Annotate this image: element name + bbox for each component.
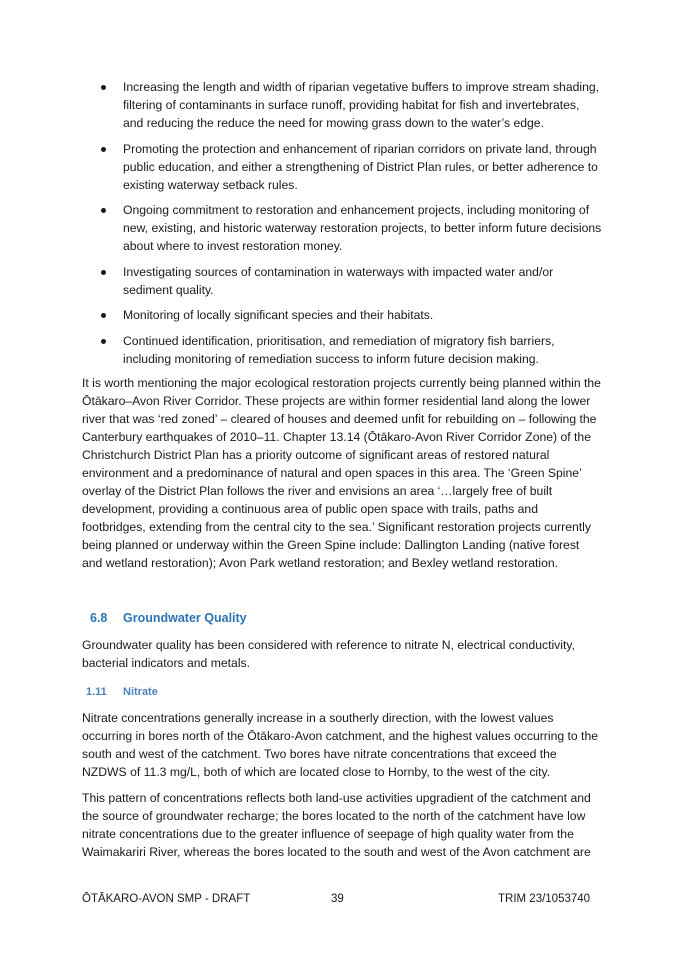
footer-document-title: ŌTĀKARO-AVON SMP - DRAFT — [82, 893, 251, 905]
bullet-icon — [101, 85, 106, 90]
bullet-icon — [101, 313, 106, 318]
nitrate-paragraph-1: Nitrate concentrations generally increase in a southerly direction, with the lowest values occurring in bores north of the Ōtākaro-Avon catchment, and the highest values occurring to the south and west of the catchment. Two bores have nitrate concentrations that exceed the NZDWS of 11.3 mg/L, both of which are located close to Hornby, to the west of the city. — [82, 711, 599, 779]
bullet-icon — [101, 147, 106, 152]
section-title: Groundwater Quality — [123, 611, 247, 625]
list-item-text: Ongoing commitment to restoration and enhancement projects, including monitoring of new, existing, and historic waterway restoration projects, to better inform future decisions about where to invest restoration money. — [123, 203, 602, 253]
recommendations-list — [82, 78, 602, 375]
subsection-title: Nitrate — [123, 686, 158, 698]
bullet-icon — [101, 339, 106, 344]
section-number: 6.8 — [90, 611, 108, 625]
restoration-paragraph: It is worth mentioning the major ecological restoration projects currently being planned within the Ōtākaro–Avon River Corridor. These projects are within former residential land along the lower river that was ‘red zoned’ – cleared of houses and deemed unfit for rebuilding on – following the Canterbury earthquakes of 2010–11. Chapter 13.14 (Ōtākaro-Avon River Corridor Zone) of the Christchurch District Plan has a priority outcome of significant areas of restored natural environment and a predominance of natural and open spaces in this area. The ‘Green Spine’ overlay of the District Plan follows the river and envisions an area ‘…largely free of built development, providing a continuous area of public open space with trails, paths and footbridges, extending from the central city to the sea.’ Significant restoration projects currently being planned or underway within the Green Spine include: Dallington Landing (native forest and wetland restoration); Avon Park wetland restoration; and Bexley wetland restoration. — [82, 376, 601, 570]
list-item-text: Increasing the length and width of riparian vegetative buffers to improve stream shading, filtering of contaminants in surface runoff, providing habitat for fish and invertebrates, and reducing the reduce the need for mowing grass down to the water’s edge. — [123, 80, 600, 130]
footer-trim-reference: TRIM 23/1053740 — [498, 893, 591, 905]
list-item-text: Investigating sources of contamination in waterways with impacted water and/or sediment quality. — [123, 264, 554, 297]
footer-page-number: 39 — [331, 893, 344, 905]
list-item — [82, 78, 602, 132]
list-item-text: Continued identification, prioritisation, and remediation of migratory fish barriers, including monitoring of remediation success to inform future decision making. — [123, 333, 555, 366]
list-item-text: Monitoring of locally significant species and their habitats. — [123, 308, 434, 322]
bullet-icon — [101, 208, 106, 213]
list-item — [82, 263, 602, 299]
groundwater-paragraph: Groundwater quality has been considered with reference to nitrate N, electrical conductivity, bacterial indicators and metals. — [82, 638, 575, 670]
subsection-heading — [86, 686, 158, 698]
section-heading — [90, 611, 247, 625]
list-item — [82, 140, 602, 194]
list-item — [82, 201, 602, 255]
bullet-icon — [101, 270, 106, 275]
subsection-number: 1.11 — [86, 686, 107, 698]
list-item — [82, 306, 602, 324]
list-item-text: Promoting the protection and enhancement of riparian corridors on private land, through public education, and either a strengthening of District Plan rules, or better adherence to existing waterway setback rules. — [123, 141, 598, 192]
nitrate-paragraph-2: This pattern of concentrations reflects both land-use activities upgradient of the catchment and the source of groundwater recharge; the bores located to the north of the catchment have low nitrate concentrations due to the greater influence of seepage of high quality water from the Waimakariri River, whereas the bores located to the south and west of the Avon catchment are — [82, 791, 591, 859]
list-item — [82, 332, 602, 368]
